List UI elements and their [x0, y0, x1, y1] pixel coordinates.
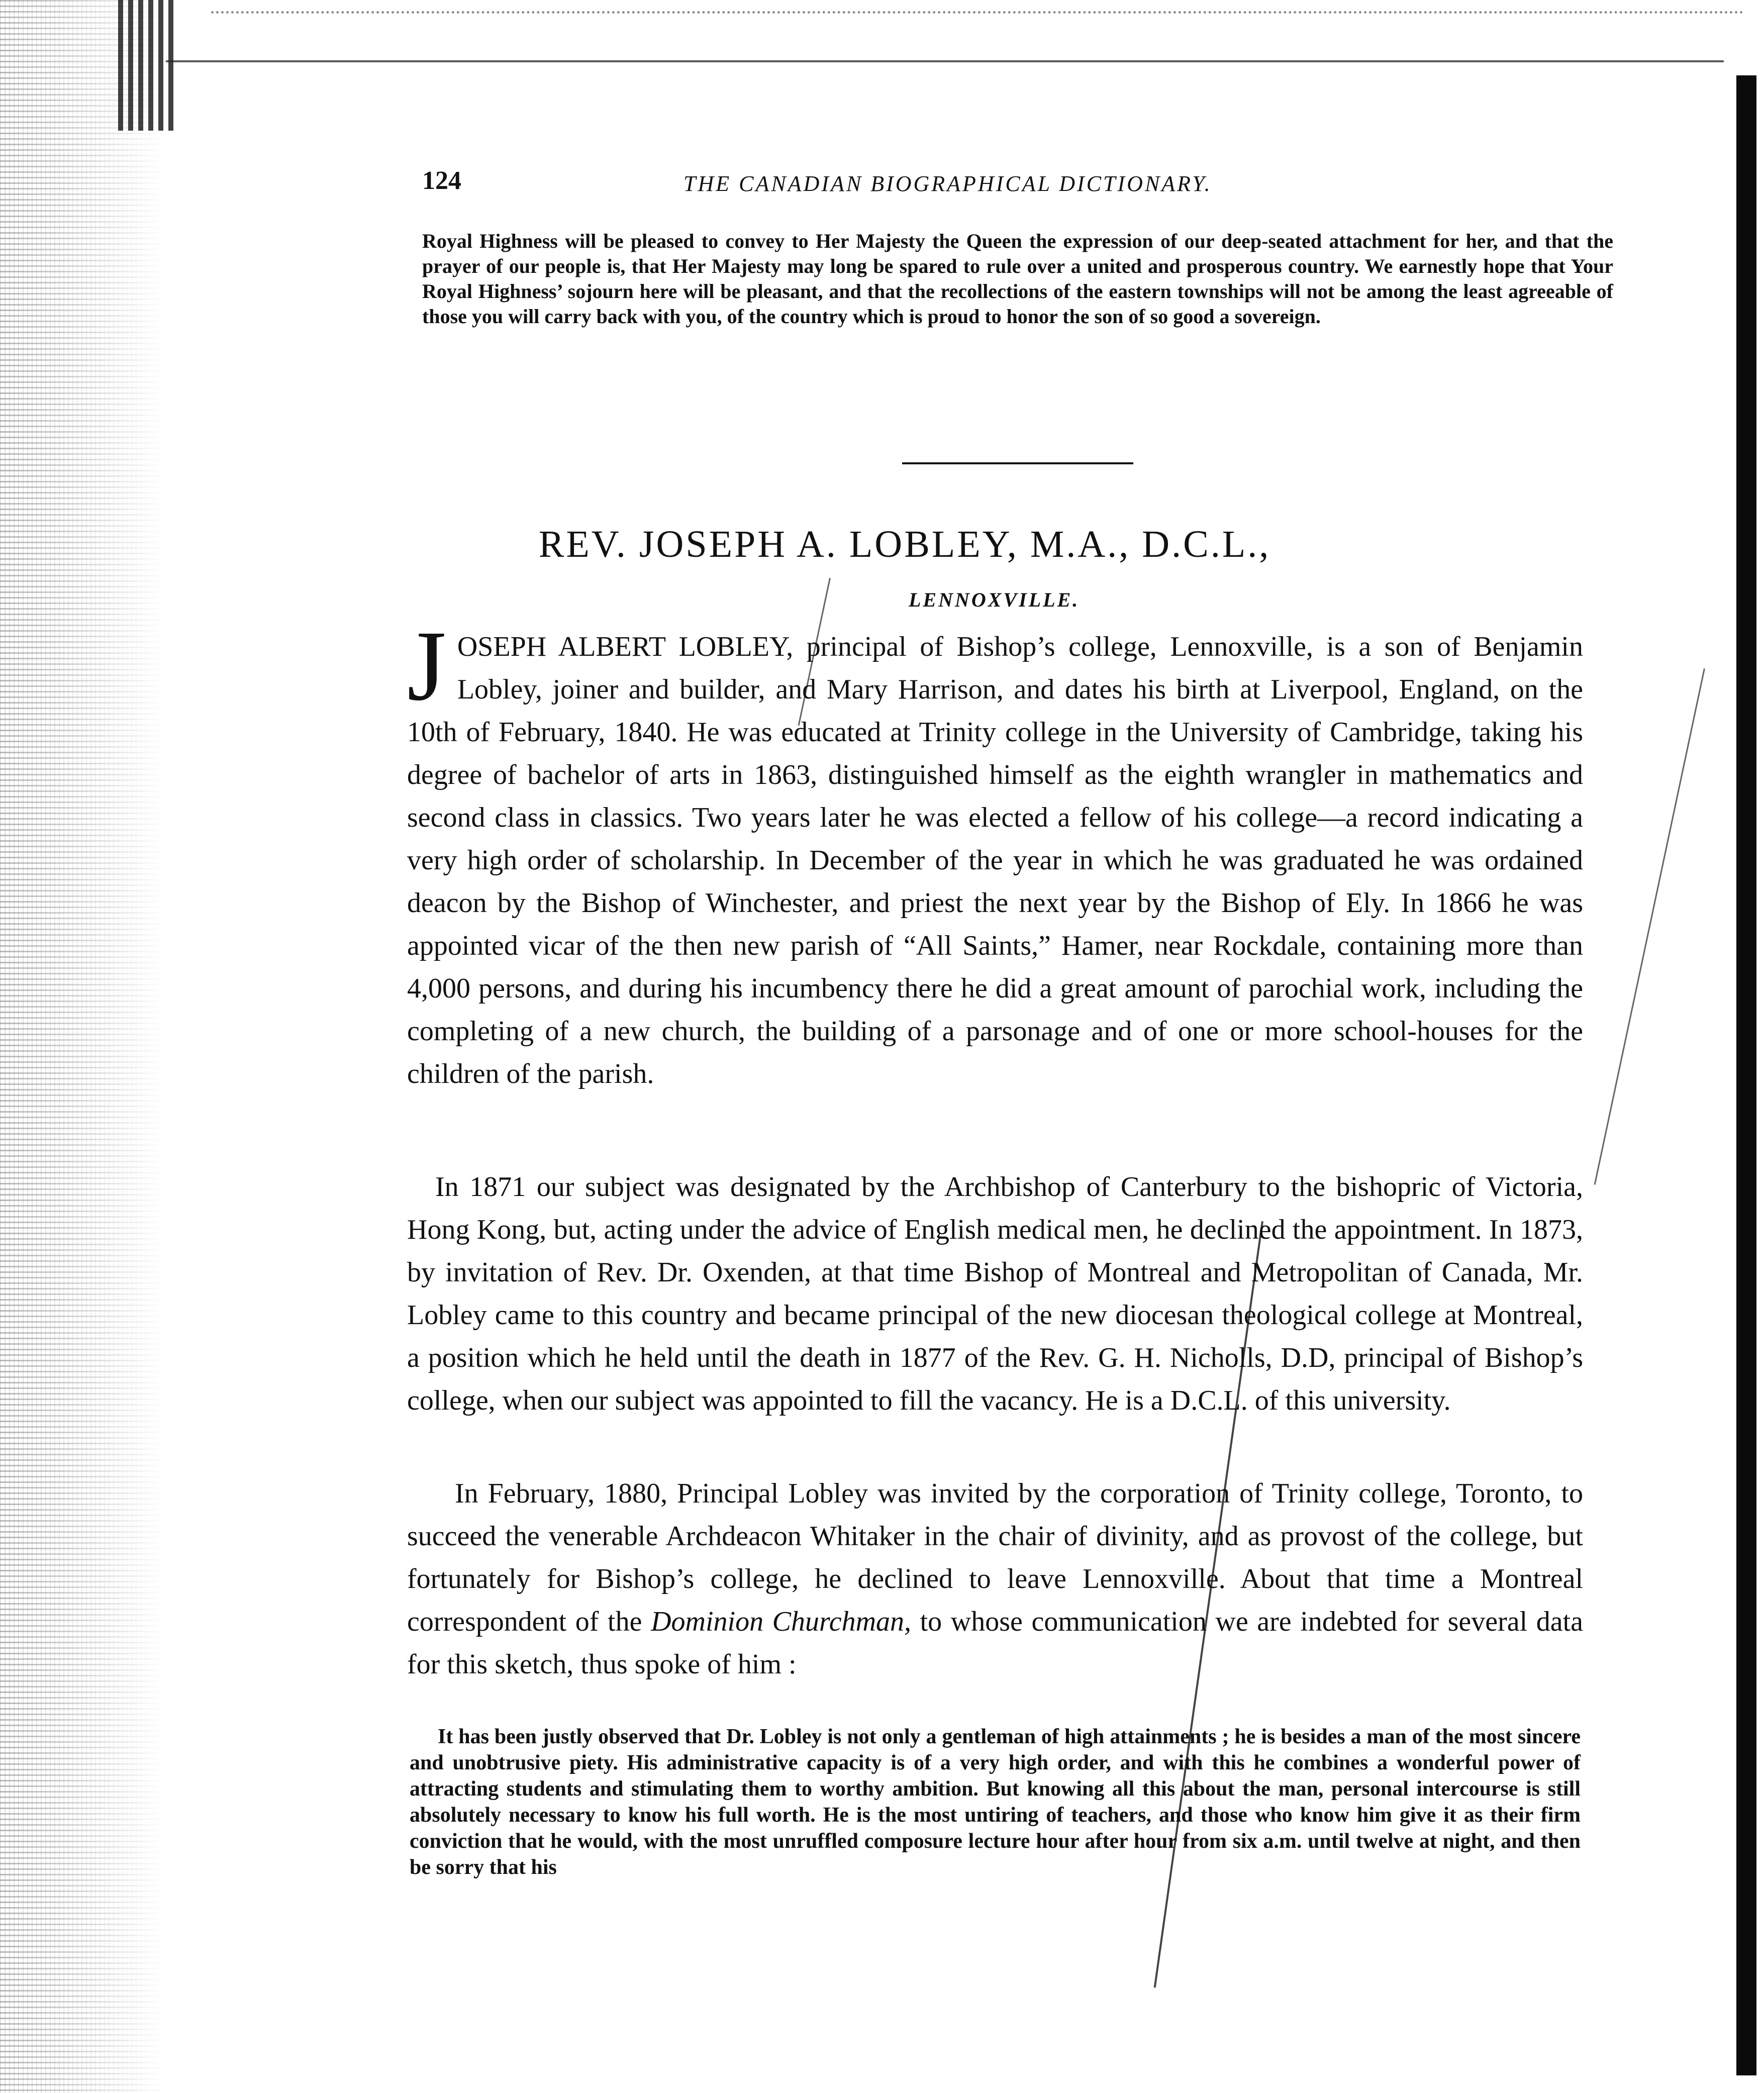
scan-edge-noise — [0, 0, 166, 2093]
article-title: REV. JOSEPH A. LOBLEY, M.A., D.C.L., — [538, 523, 1271, 565]
article-place: LENNOXVILLE. — [909, 588, 1080, 611]
publication-title: Dominion Churchman, — [651, 1606, 912, 1637]
scan-right-margin-bar — [1736, 75, 1756, 2075]
pencil-strike-line-upper — [1594, 668, 1705, 1185]
correspondent-quote: It has been justly observed that Dr. Lobley is not only a gentleman of high attainments ; he is besides a man of the most sincere and unobtrusive piety. His administrative capacity is of a very high order, and with this he combines a wonderful power of attracting students and stimulating them to worthy ambition. But knowing all this about the man, personal intercourse is still absolutely necessary to know his full worth. He is the most untiring of teachers, and those who know him give it as their firm conviction that he would, with the most unruffled composure lecture hour after hour from six a.m. until twelve at night, and then be sorry that his — [410, 1725, 1581, 1879]
paragraph-3 — [407, 1472, 1583, 1686]
paragraph-1-text: principal of Bishop’s college, Lennoxville, is a son of Benjamin Lobley, joiner and builder, and Mary Harrison, and dates his birth at Liverpool, England, on the 10th of February, 1840. He was educated at Trinity college in the University of Cambridge, taking his degree of bachelor of arts in 1863, distinguished himself as the eighth wrangler in mathematics and second class in classics. Two years later he was elected a fellow of his college—a record indicating a very high order of scholarship. In December of the year in which he was graduated he was ordained deacon by the Bishop of Winchester, and priest the next year by the Bishop of Ely. In 1866 he was appointed vicar of the then new parish of “All Saints,” Hamer, near Rockdale, containing more than 4,000 persons, and during his incumbency there he did a great amount of parochial work, including the completing of a new church, the building of a parsonage and of one or more school-houses for the children of the parish. — [407, 631, 1583, 1089]
drop-cap: J — [407, 611, 446, 722]
scan-top-rule — [166, 60, 1724, 62]
paragraph-3-text: In February, 1880, Principal Lobley was invited by the corporation of Trinity college, Toronto, to succeed the venerable Archdeacon Whitaker in the chair of divinity, and as provost of the college, but fortunately for Bishop’s college, he declined to leave Lennoxville. About that time a Montreal correspondent of the — [407, 1478, 1583, 1637]
subject-name-lead: OSEPH ALBERT LOBLEY, — [457, 631, 794, 662]
continued-address-quote: Royal Highness will be pleased to convey to Her Majesty the Queen the expression of our deep-seated attachment for her, and that the prayer of our people is, that Her Majesty may long be spared to rule over a united and prosperous country. We earnestly hope that Your Royal Highness’ sojourn here will be pleasant, and that the recollections of the eastern townships will not be among the least agreeable of those you will carry back with you, of the country which is proud to honor the son of so good a sovereign. — [422, 230, 1613, 328]
scan-edge-bars — [118, 0, 173, 131]
scan-top-dotted-line — [211, 11, 1744, 14]
paragraph-2: In 1871 our subject was designated by the Archbishop of Canterbury to the bishopric of Victoria, Hong Kong, but, acting under the advice of English medical men, he declined the appointment. In 1873, by invitation of Rev. Dr. Oxenden, at that time Bishop of Montreal and Metropolitan of Canada, Mr. Lobley came to this country and became principal of the new diocesan theological college at Montreal, a position which he held until the death in 1877 of the Rev. G. H. Nicholls, D.D, principal of Bishop’s college, when our subject was appointed to fill the vacancy. He is a D.C.L. of this university. — [407, 1171, 1583, 1416]
paragraph-1 — [407, 611, 1583, 1095]
section-divider — [902, 462, 1133, 464]
page-number: 124 — [422, 166, 461, 195]
running-head — [422, 166, 1377, 206]
running-title: THE CANADIAN BIOGRAPHICAL DICTIONARY. — [683, 171, 1212, 196]
paragraph-3-tail: to whose communication we are indebted for several data for this sketch, thus spoke of him : — [407, 1606, 1583, 1680]
